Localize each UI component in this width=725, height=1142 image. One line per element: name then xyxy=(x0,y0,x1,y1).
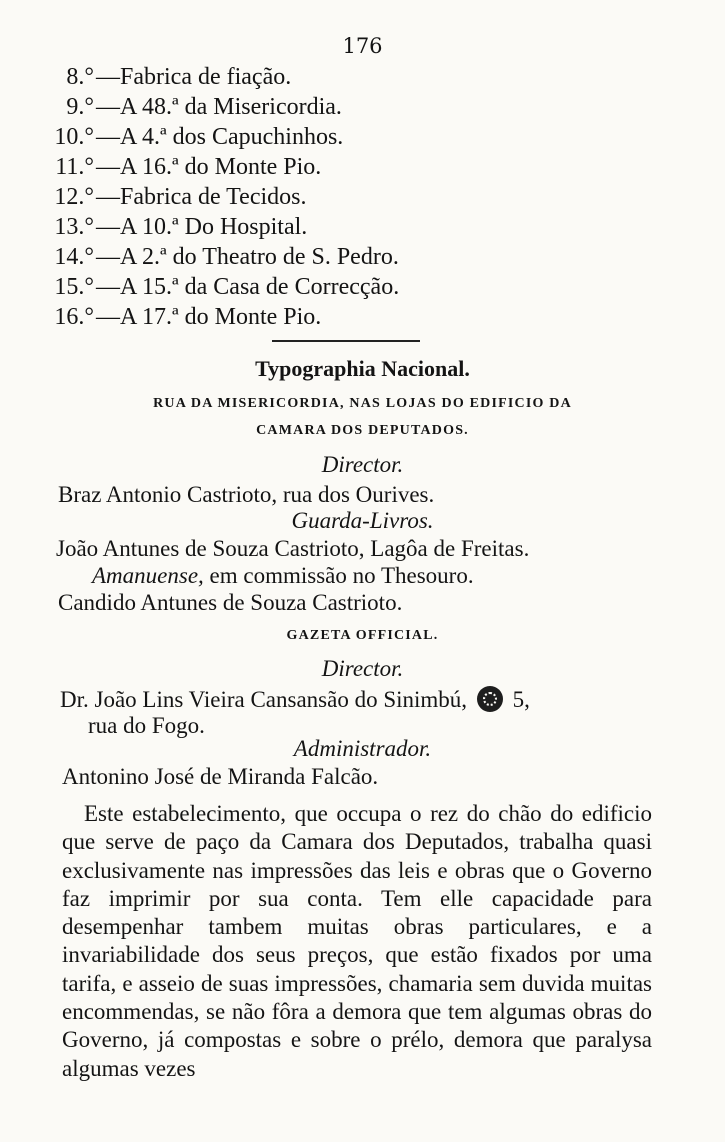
list-item xyxy=(50,212,399,242)
guarda-livros-name: João Antunes de Souza Castrioto, Lagôa de Freitas. xyxy=(56,536,530,561)
page-number: 176 xyxy=(342,34,383,58)
gazeta-director-line xyxy=(60,686,530,713)
amanuense-line xyxy=(92,563,474,589)
list-item xyxy=(50,92,399,122)
list-item-number: 13.° xyxy=(54,214,94,240)
list-item-text: —A 4.ª dos Capuchinhos. xyxy=(96,124,344,150)
gazeta-director-street: rua do Fogo. xyxy=(88,713,205,738)
gazeta-director-name: Dr. João Lins Vieira Cansansão do Sinimbú, xyxy=(60,687,468,712)
list-item xyxy=(50,182,399,212)
list-item xyxy=(50,122,399,152)
section-title: Typographia Nacional. xyxy=(255,356,470,381)
amanuense-name: Candido Antunes de Souza Castrioto. xyxy=(58,590,403,615)
list-item-number: 11.° xyxy=(55,154,94,180)
section-divider xyxy=(272,340,420,342)
list-item-text: —A 17.ª do Monte Pio. xyxy=(96,304,322,330)
order-seal-icon xyxy=(477,686,503,712)
administrator-heading: Administrador. xyxy=(293,736,432,761)
list-item-text: —Fabrica de fiação. xyxy=(96,64,292,90)
director-name: Braz Antonio Castrioto, rua dos Ourives. xyxy=(58,482,435,507)
list-item-text: —A 2.ª do Theatro de S. Pedro. xyxy=(96,244,399,270)
gazeta-title: GAZETA OFFICIAL. xyxy=(286,628,439,643)
list-item-number: 8.° xyxy=(66,64,94,90)
list-item-text: —A 48.ª da Misericordia. xyxy=(96,94,342,120)
director-heading: Director. xyxy=(321,452,404,477)
administrator-name: Antonino José de Miranda Falcão. xyxy=(62,764,379,789)
gazeta-director-heading: Director. xyxy=(321,656,404,681)
gazeta-director-number: 5, xyxy=(512,687,530,712)
list-item xyxy=(50,152,399,182)
list-item xyxy=(50,272,399,302)
amanuense-note: em commissão no Thesouro. xyxy=(209,563,474,588)
list-item-number: 10.° xyxy=(54,124,94,150)
numbered-list xyxy=(50,62,399,332)
body-paragraph xyxy=(62,800,652,1083)
list-item-text: —A 16.ª do Monte Pio. xyxy=(96,154,322,180)
list-item xyxy=(50,242,399,272)
list-item-number: 15.° xyxy=(54,274,94,300)
list-item-number: 16.° xyxy=(54,304,94,330)
list-item xyxy=(50,302,399,332)
list-item-number: 9.° xyxy=(66,94,94,120)
list-item xyxy=(50,62,399,92)
list-item-number: 12.° xyxy=(54,184,94,210)
guarda-livros-heading: Guarda-Livros. xyxy=(291,508,434,533)
amanuense-heading: Amanuense, xyxy=(92,563,204,588)
body-paragraph-text: Este estabelecimento, que occupa o rez do chão do edificio que serve de paço da Camara dos Deputados, trabalha quasi exclusivamente nas impressões das leis e obras que o Governo faz imprimir por sua conta. Tem elle capacidade para desempenhar tambem muitas obras particulares, e a invariabilidade dos seus preços, que estão fixados por uma tarifa, e asseio de suas impressões, chamaria sem duvida muitas encommendas, se não fôra a demora que tem algumas obras do Governo, já compostas e sobre o prélo, demora que paralysa algumas vezes xyxy=(62,801,652,1081)
list-item-text: —A 10.ª Do Hospital. xyxy=(96,214,308,240)
section-address-line-1: RUA DA MISERICORDIA, NAS LOJAS DO EDIFICIO DA xyxy=(153,396,572,411)
list-item-text: —A 15.ª da Casa de Correcção. xyxy=(96,274,400,300)
section-address-line-2: CAMARA DOS DEPUTADOS. xyxy=(256,423,469,438)
list-item-number: 14.° xyxy=(54,244,94,270)
list-item-text: —Fabrica de Tecidos. xyxy=(96,184,307,210)
